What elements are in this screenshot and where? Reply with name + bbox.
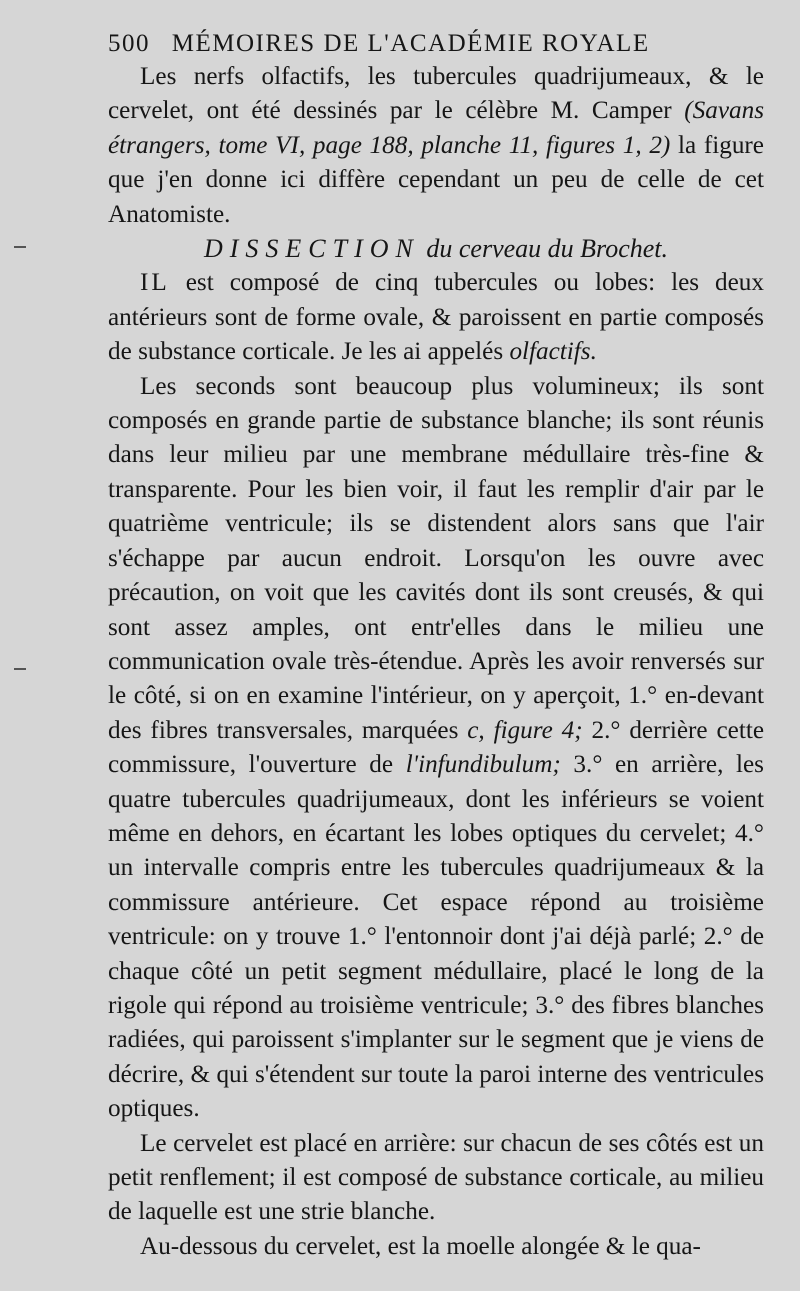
paragraph-2-text-2: 2.° derrière cette commissure, l'ouverture de [108,716,764,779]
paragraph-1-term: olfactifs. [509,338,597,366]
body-text [108,60,764,1264]
margin-mark [14,668,26,670]
section-title-rest: du cerveau du Brochet. [419,234,669,264]
paragraph-2 [108,370,764,1127]
section-title-spaced: DISSECTION [203,234,420,264]
running-title: MÉMOIRES DE L'ACADÉMIE ROYALE [171,30,650,57]
margin-mark [14,246,26,248]
intro-citation: (Savans étrangers, tome VI, page 188, planche 11, figures 1, 2) [108,97,764,159]
paragraph-1 [108,266,764,369]
paragraph-1-text: est composé de cinq tubercules ou lobes: les deux antérieurs sont de forme ovale, & paroissent en partie composés de substance corticale. Je les ai appelés [108,269,764,366]
paragraph-2-text-1: Les seconds sont beaucoup plus volumineux; ils sont composés en grande partie de substance blanche; ils sont réunis dans leur milieu par une membrane médullaire très-fine & transparente. Pour les bien voir, il faut les remplir d'air par le quatrième ventricule; ils se distendent alors sans que l'air s'échappe par aucun endroit. Lorsqu'on les ouvre avec précaution, on voit que les cavités dont ils sont creusés, & qui sont assez amples, ont entr'elles dans le milieu une communication ovale très-étendue. Après les avoir renversés sur le côté, si on en examine l'intérieur, on y aperçoit, 1.° en-devant des fibres transversales, marquées [108,372,764,744]
intro-text-1: Les nerfs olfactifs, les tubercules quadrijumeaux, & le cervelet, ont été dessinés par le célèbre M. Camper [108,63,764,125]
intro-text-2: la figure que j'en donne ici diffère cependant un peu de celle de cet Anatomiste. [108,131,764,228]
page-number: 500 [108,30,150,57]
paragraph-2-text-3: 3.° en arrière, les quatre tubercules quadrijumeaux, dont les inférieurs se voient même en dehors, en écartant les lobes optiques du cervelet; 4.° un intervalle compris entre les tubercules quadrijumeaux & la commissure antérieure. Cet espace répond au troisième ventricule: on y trouve 1.° l'entonnoir dont j'ai déjà parlé; 2.° de chaque côté un petit segment médullaire, placé le long de la rigole qui répond au troisième ventricule; 3.° des fibres blanches radiées, qui paroissent s'implanter sur le segment que je viens de décrire, & qui s'étendent sur toute la paroi interne des ventricules optiques. [108,751,764,1123]
paragraph-4: Au-dessous du cervelet, est la moelle alongée & le qua- [140,1232,701,1260]
intro-paragraph [108,60,764,232]
running-header [108,30,650,58]
section-title [108,232,764,266]
paragraph-2-infundibulum: l'infundibulum; [405,751,561,779]
paragraph-2-figure-ref: c, figure 4; [467,716,583,744]
paragraph-3: Le cervelet est placé en arrière: sur chacun de ses côtés est un petit renflement; il est composé de substance corticale, au milieu de laquelle est une strie blanche. [108,1129,764,1226]
paragraph-1-lead: IL [140,269,170,297]
